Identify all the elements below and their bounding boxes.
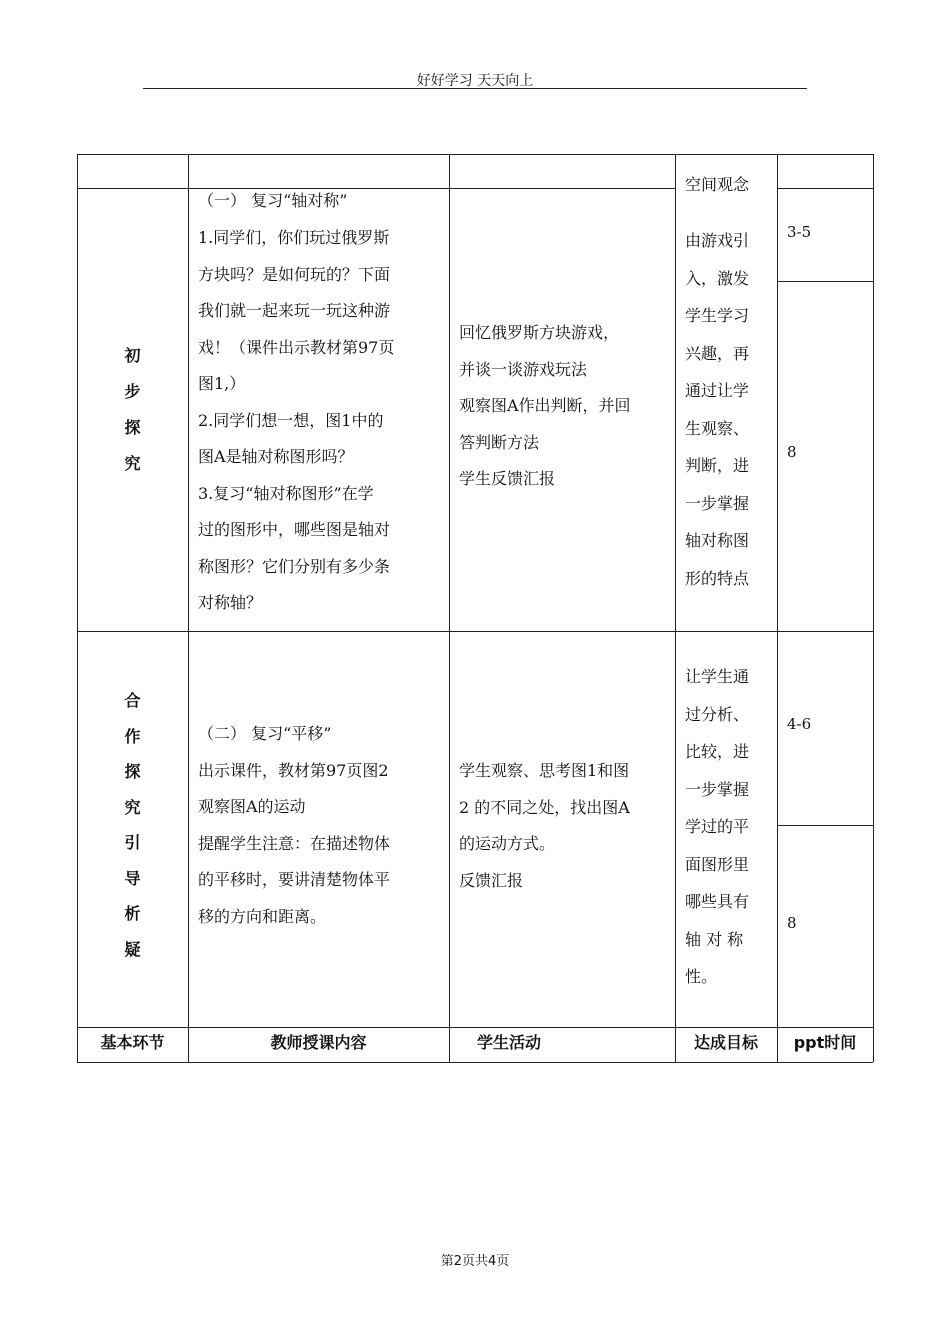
stage-char: 究 [124,797,141,817]
text-line: 过分析、 [685,704,750,724]
stage-char: 合 [124,691,141,710]
text-line: 图A是轴对称图形吗？ [198,447,354,466]
goal-2 [685,658,775,996]
col-header-student: 学生活动 [476,1033,541,1052]
text-line: 图1,） [198,374,246,393]
text-line: 观察图A作出判断，并回 [459,396,631,415]
text-line: 学生反馈汇报 [459,469,556,488]
page-header: 好好学习 天天向上 [416,73,534,89]
stage-char: 析 [124,904,141,923]
text-line: 生观察、 [685,418,750,438]
student-activity-1 [459,315,674,498]
teacher-content-1 [198,182,448,622]
text-line: 入，激发 [685,268,750,288]
text-line: 1.同学们，你们玩过俄罗斯 [198,228,390,247]
col-header-ppt: ppt时间 [793,1033,857,1052]
text-line: 方块吗？是如何玩的？下面 [198,264,391,284]
stage-char: 探 [124,762,141,781]
text-line: 过的图形中，哪些图是轴对 [198,520,391,539]
ppt-time-2a: 4-6 [787,715,812,733]
text-line: 3.复习“轴对称图形”在学 [198,483,374,503]
text-line: 兴趣，再 [685,343,750,363]
text-line: 通过让学 [685,381,750,400]
text-line: 对称轴？ [198,593,263,612]
header-rule [143,88,807,89]
text-line: 2 的不同之处，找出图A [459,797,630,817]
col-header-teacher: 教师授课内容 [270,1033,367,1052]
stage-char: 引 [124,833,141,852]
text-line: 的运动方式。 [459,834,556,853]
text-line: 移的方向和距离。 [198,906,327,926]
stage-char: 探 [124,418,141,437]
text-line: 学生观察、思考图1和图 [459,761,630,780]
stage-char: 究 [124,454,141,473]
text-line: 比较，进 [685,742,750,761]
text-line: 反馈汇报 [459,870,524,890]
ppt-split-2 [777,825,873,826]
text-line: 出示课件，教材第97页图2 [198,760,389,780]
ppt-time-1a: 3-5 [787,223,812,241]
text-line: （一） 复习“轴对称” [198,191,348,210]
text-line: 的平移时，要讲清楚物体平 [198,870,391,889]
text-line: 答判断方法 [459,432,540,452]
text-line: 戏！（课件出示教材第97页 [198,337,395,357]
table-border-right [873,154,874,1062]
text-line: 并谈一谈游戏玩法 [459,359,588,379]
teacher-content-2 [198,716,448,935]
text-line: 轴对称图 [685,531,750,550]
goal-1 [685,222,775,597]
text-line: 性。 [685,967,718,986]
text-line: 2.同学们想一想，图1中的 [198,410,384,430]
stage-char: 疑 [124,939,141,959]
text-line: 一步掌握 [685,779,750,799]
row-divider-2 [77,631,873,632]
stage-char: 导 [124,868,141,888]
text-line: 称图形？它们分别有多少条 [198,556,391,576]
text-line: 回忆俄罗斯方块游戏， [459,323,620,342]
text-line: 哪些具有 [685,892,750,911]
col-header-stage: 基本环节 [100,1033,165,1052]
text-line: 由游戏引 [685,231,750,250]
student-activity-2 [459,753,674,899]
text-line: 一步掌握 [685,493,750,513]
goal-tail-text: 空间观念 [685,175,750,194]
ppt-time-1b: 8 [787,443,797,461]
col-divider-2 [449,154,450,1062]
col-divider-1 [188,154,189,1062]
text-line: 学过的平 [685,817,750,836]
stage-char: 初 [124,346,141,365]
table-border-top [77,154,873,155]
stage-char: 步 [124,382,141,401]
text-line: 让学生通 [685,667,750,686]
row-divider-1-right [777,188,873,189]
stage-char: 作 [124,726,141,746]
text-line: 轴 对 称 [685,929,744,949]
text-line: 学生学习 [685,306,750,325]
page-number: 第2页共4页 [440,1254,510,1269]
text-line: 我们就一起来玩一玩这种游 [198,301,391,320]
col-header-goal: 达成目标 [693,1033,758,1052]
col-divider-3 [675,154,676,1062]
ppt-time-2b: 8 [787,914,797,932]
text-line: 判断，进 [685,456,750,475]
text-line: 观察图A的运动 [198,797,306,816]
text-line: （二） 复习“平移” [198,724,332,743]
ppt-split-1 [777,281,873,282]
col-divider-4 [777,154,778,1062]
text-line: 提醒学生注意：在描述物体 [198,833,391,853]
text-line: 面图形里 [685,854,750,874]
stage-label-cooperative-explore [77,683,188,967]
stage-label-initial-explore [77,338,188,482]
text-line: 形的特点 [685,568,750,588]
